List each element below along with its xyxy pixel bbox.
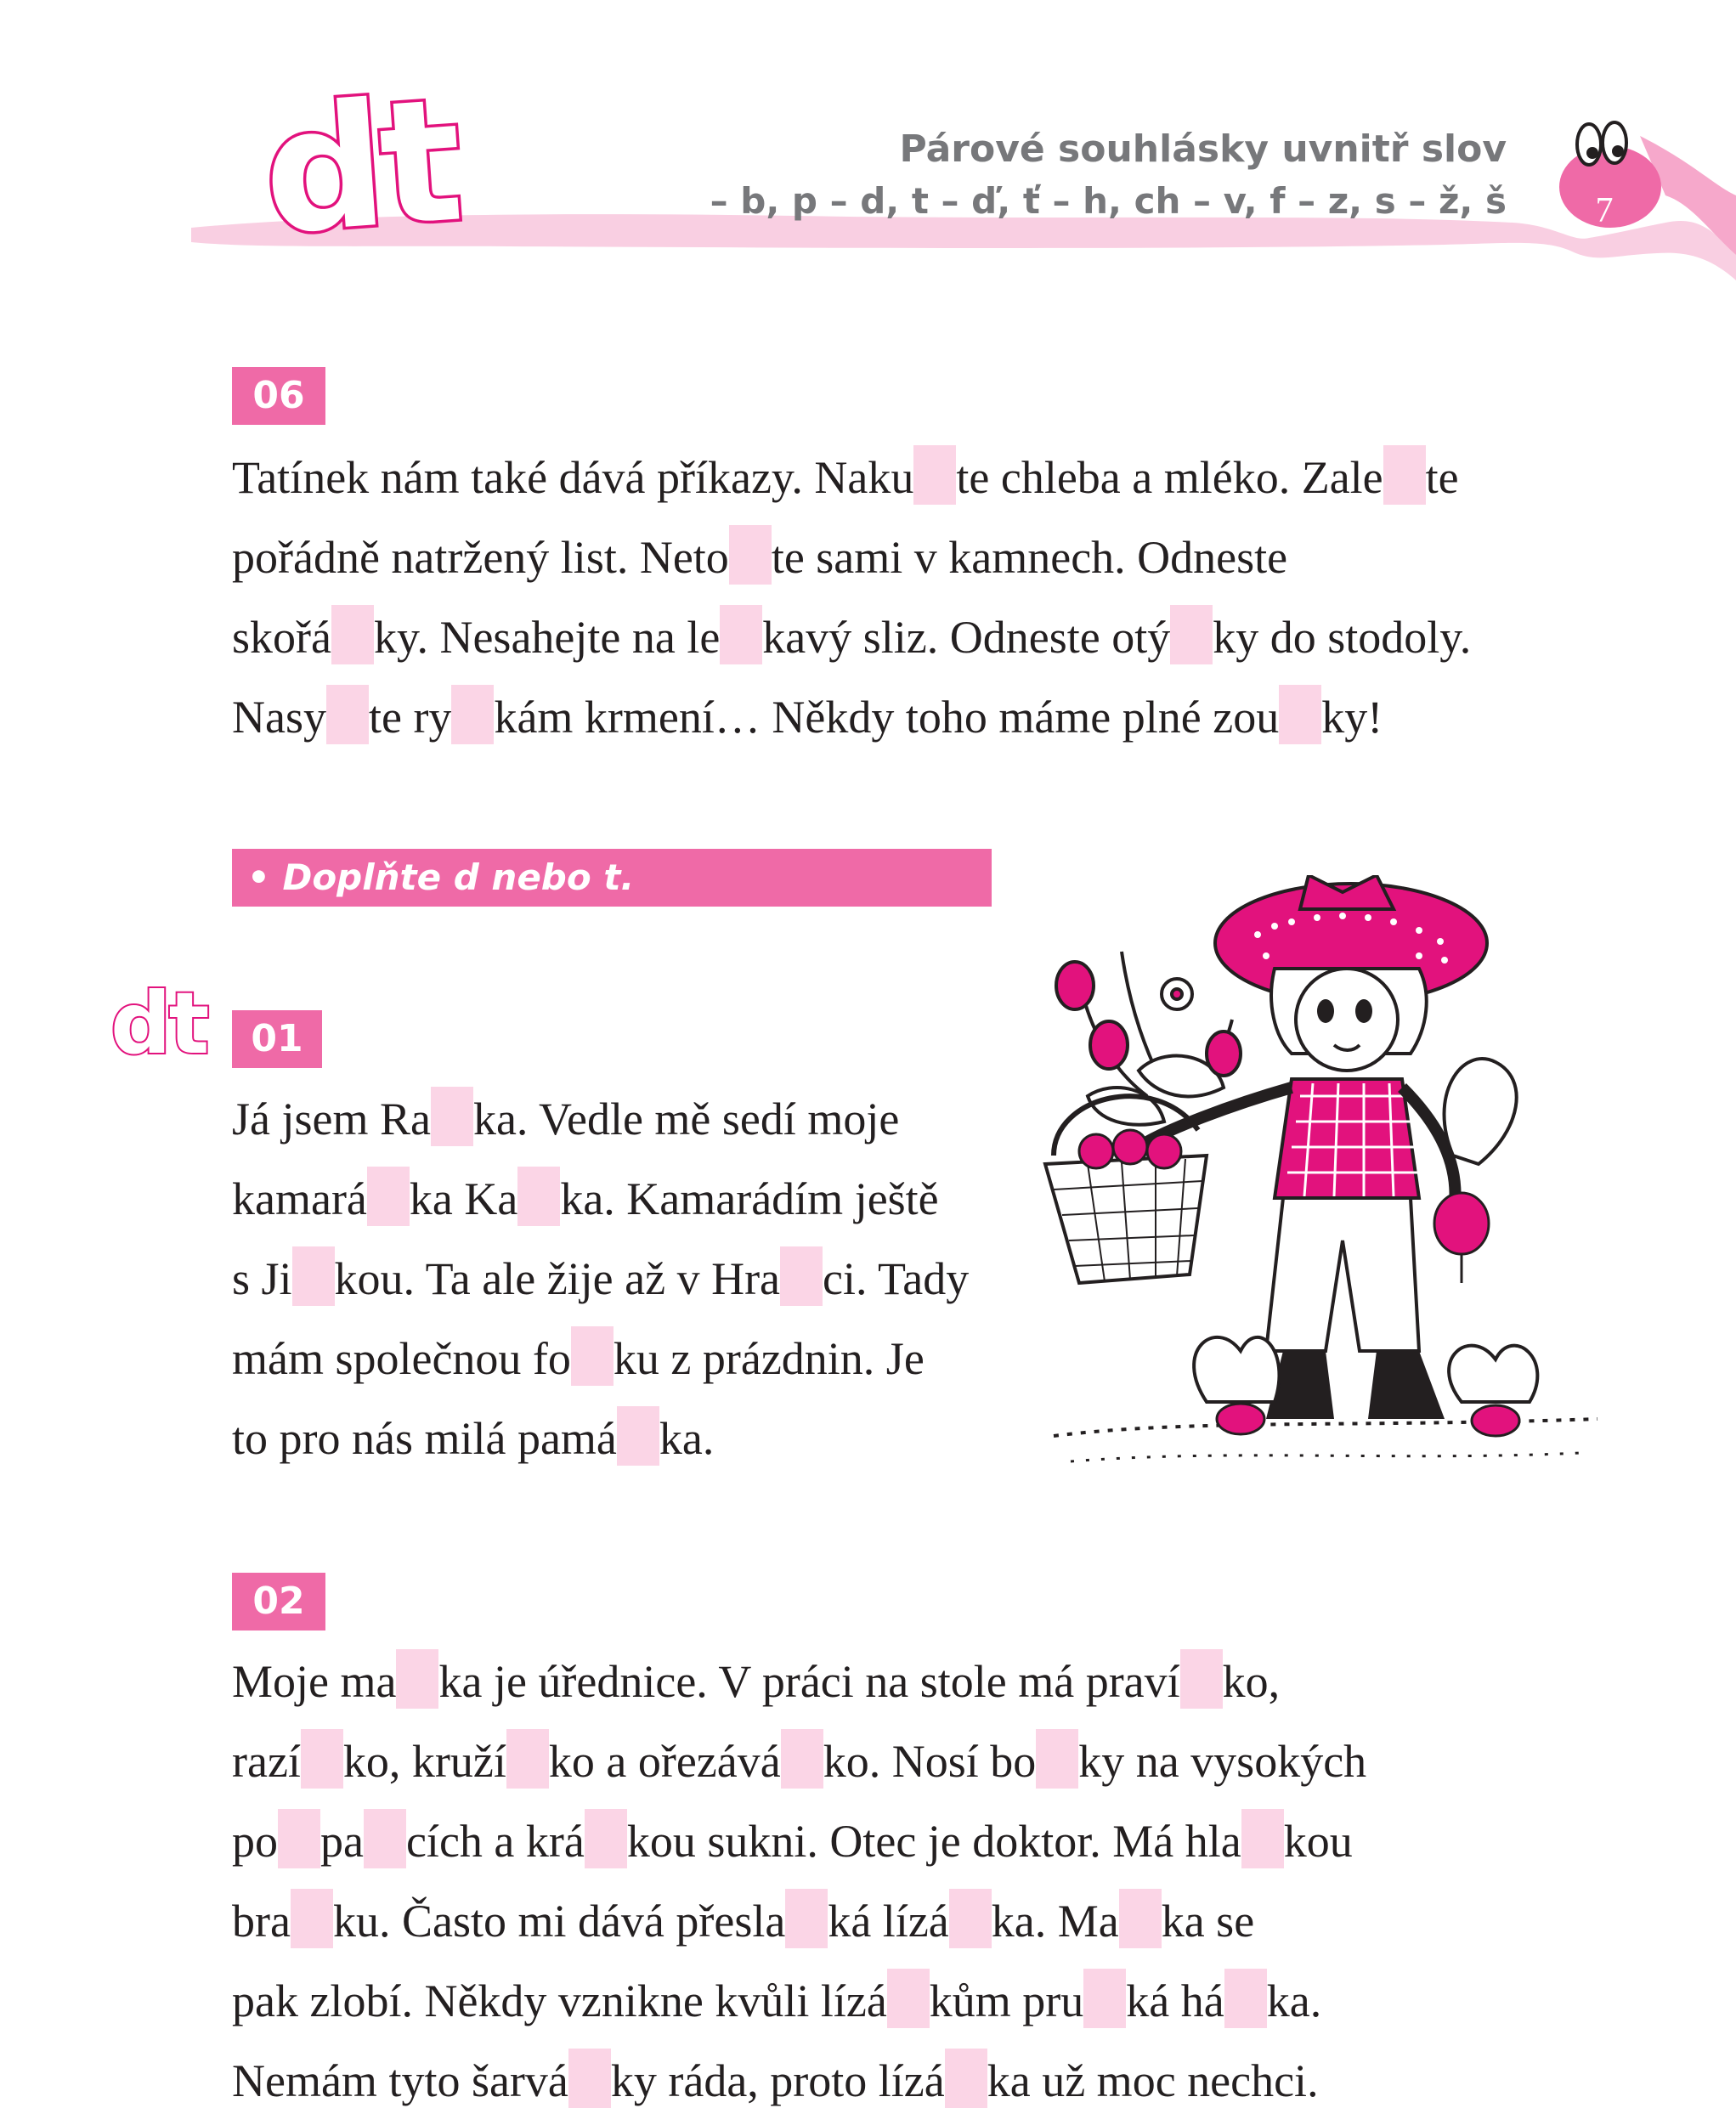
blank-field[interactable]	[1119, 1889, 1162, 1948]
text-fragment: cích a krá	[405, 1816, 585, 1867]
blank-field[interactable]	[617, 1406, 659, 1466]
blank-field[interactable]	[431, 1087, 473, 1146]
text-fragment: pa	[320, 1816, 364, 1867]
text-fragment: to pro nás milá pamá	[232, 1413, 617, 1464]
text-fragment: kům pru	[929, 1975, 1084, 2026]
text-line	[232, 677, 1471, 757]
text-fragment: pořádně natržený list. Neto	[232, 532, 729, 583]
text-fragment: ka se	[1161, 1896, 1255, 1947]
text-fragment: ka. Ma	[991, 1896, 1119, 1947]
text-fragment: ku. Často mi dává přesla	[332, 1896, 786, 1947]
instruction-bar: • Doplňte d nebo t.	[232, 849, 992, 907]
text-fragment: ka.	[1266, 1975, 1322, 2026]
blank-field[interactable]	[517, 1167, 560, 1226]
girl-face	[1271, 969, 1427, 1071]
text-fragment: s Ji	[232, 1253, 292, 1304]
text-fragment: bra	[232, 1896, 291, 1947]
blank-field[interactable]	[720, 605, 762, 664]
text-fragment: te ry	[368, 692, 452, 743]
text-fragment: te sami v kamnech. Odneste	[771, 532, 1288, 583]
text-line	[232, 1642, 1366, 1721]
blank-field[interactable]	[945, 2049, 987, 2108]
text-fragment: kamará	[232, 1173, 367, 1224]
blank-field[interactable]	[1170, 605, 1213, 664]
header-subtitle: – b, p – d, t – ď, ť – h, ch – v, f – z, s – ž, š	[710, 180, 1507, 222]
blank-field[interactable]	[1036, 1729, 1078, 1789]
blank-field[interactable]	[291, 1889, 333, 1948]
text-fragment: ka už moc nechci.	[987, 2055, 1319, 2106]
header-title: Párové souhlásky uvnitř slov	[899, 127, 1507, 171]
text-fragment: kou sukni. Otec je doktor. Má hla	[626, 1816, 1241, 1867]
blank-field[interactable]	[364, 1809, 406, 1868]
text-line	[232, 1801, 1366, 1881]
blank-field[interactable]	[396, 1649, 438, 1709]
text-fragment: kám krmení… Někdy toho máme plné zou	[494, 692, 1280, 743]
text-fragment: Já jsem Ra	[232, 1094, 431, 1144]
blank-field[interactable]	[1083, 1969, 1126, 2028]
blank-field[interactable]	[949, 1889, 992, 1948]
text-fragment: Tatínek nám také dává příkazy. Naku	[232, 452, 914, 503]
blank-field[interactable]	[301, 1729, 343, 1789]
blank-field[interactable]	[278, 1809, 320, 1868]
text-fragment: mám společnou fo	[232, 1333, 571, 1384]
text-fragment: ky ráda, proto lízá	[610, 2055, 945, 2106]
exercise-06-text	[232, 438, 1471, 757]
right-eye-icon	[1603, 122, 1626, 163]
blank-field[interactable]	[729, 525, 772, 585]
text-line	[232, 438, 1471, 517]
text-fragment: ka Ka	[409, 1173, 518, 1224]
blank-field[interactable]	[1241, 1809, 1284, 1868]
text-fragment: ci. Tady	[823, 1253, 970, 1304]
text-fragment: ko,	[1222, 1656, 1281, 1707]
text-fragment: ka.	[659, 1413, 715, 1464]
text-fragment: Moje ma	[232, 1656, 397, 1707]
text-line	[232, 1399, 969, 1478]
text-fragment: po	[232, 1816, 278, 1867]
text-line	[232, 1961, 1366, 2041]
text-fragment: ky do stodoly.	[1213, 612, 1472, 663]
text-fragment: ky. Nesahejte na le	[373, 612, 721, 663]
exercise-number-01: 01	[232, 1010, 322, 1068]
exercise-logo: dt	[110, 974, 207, 1073]
strawberry-icon	[1090, 1021, 1128, 1069]
text-line	[232, 1319, 969, 1399]
text-fragment: ko a ořezává	[548, 1736, 781, 1787]
text-fragment: Nemám tyto šarvá	[232, 2055, 568, 2106]
strawberry-icon	[1056, 962, 1094, 1009]
page-number: 7	[1595, 191, 1614, 230]
text-fragment: te chleba a mléko. Zale	[956, 452, 1383, 503]
text-line	[232, 1159, 969, 1239]
text-fragment: te	[1425, 452, 1459, 503]
text-fragment: ka. Kamarádím ještě	[560, 1173, 939, 1224]
text-line	[232, 517, 1471, 597]
exercise-01-text	[232, 1079, 969, 1478]
text-fragment: ky!	[1321, 692, 1383, 743]
text-fragment: ká lízá	[828, 1896, 949, 1947]
text-line	[232, 1881, 1366, 1961]
blank-field[interactable]	[1383, 445, 1426, 505]
exercise-number-06: 06	[232, 367, 325, 425]
gardener-girl-illustration	[1020, 875, 1614, 1487]
text-line	[232, 2041, 1366, 2121]
blank-field[interactable]	[785, 1889, 828, 1948]
strawberry-icon	[1207, 1031, 1241, 1076]
blank-field[interactable]	[913, 445, 956, 505]
blank-field[interactable]	[571, 1326, 614, 1386]
text-line	[232, 597, 1471, 677]
blank-field[interactable]	[585, 1809, 627, 1868]
text-fragment: kou. Ta ale žije až v Hra	[334, 1253, 781, 1304]
text-fragment: kou	[1283, 1816, 1353, 1867]
text-line	[232, 1239, 969, 1319]
text-fragment: pak zlobí. Někdy vznikne kvůli lízá	[232, 1975, 887, 2026]
text-fragment: ká há	[1126, 1975, 1224, 2026]
blank-field[interactable]	[331, 605, 374, 664]
blank-field[interactable]	[506, 1729, 549, 1789]
blank-field[interactable]	[1224, 1969, 1267, 2028]
section-logo: dt	[257, 61, 464, 273]
exercise-number-02: 02	[232, 1573, 325, 1630]
text-fragment: Nasy	[232, 692, 326, 743]
blank-field[interactable]	[887, 1969, 930, 2028]
blank-field[interactable]	[780, 1246, 823, 1306]
text-fragment: kavý sliz. Odneste otý	[762, 612, 1171, 663]
blank-field[interactable]	[781, 1729, 823, 1789]
text-fragment: ko. Nosí bo	[823, 1736, 1037, 1787]
text-fragment: ko, kruží	[342, 1736, 506, 1787]
text-fragment: ka. Vedle mě sedí moje	[472, 1094, 900, 1144]
text-fragment: ka je úřednice. V práci na stole má praví	[438, 1656, 1180, 1707]
blank-field[interactable]	[292, 1246, 335, 1306]
blank-field[interactable]	[1279, 685, 1321, 744]
text-fragment: ku z prázdnin. Je	[613, 1333, 925, 1384]
blank-field[interactable]	[451, 685, 494, 744]
text-fragment: ky na vysokých	[1078, 1736, 1367, 1787]
text-fragment: skořá	[232, 612, 331, 663]
text-fragment: razí	[232, 1736, 301, 1787]
left-eye-icon	[1577, 124, 1601, 165]
exercise-02-text	[232, 1642, 1366, 2121]
text-line	[232, 1721, 1366, 1801]
blank-field[interactable]	[326, 685, 369, 744]
blank-field[interactable]	[568, 2049, 611, 2108]
text-line	[232, 1079, 969, 1159]
blank-field[interactable]	[367, 1167, 410, 1226]
blank-field[interactable]	[1180, 1649, 1223, 1709]
